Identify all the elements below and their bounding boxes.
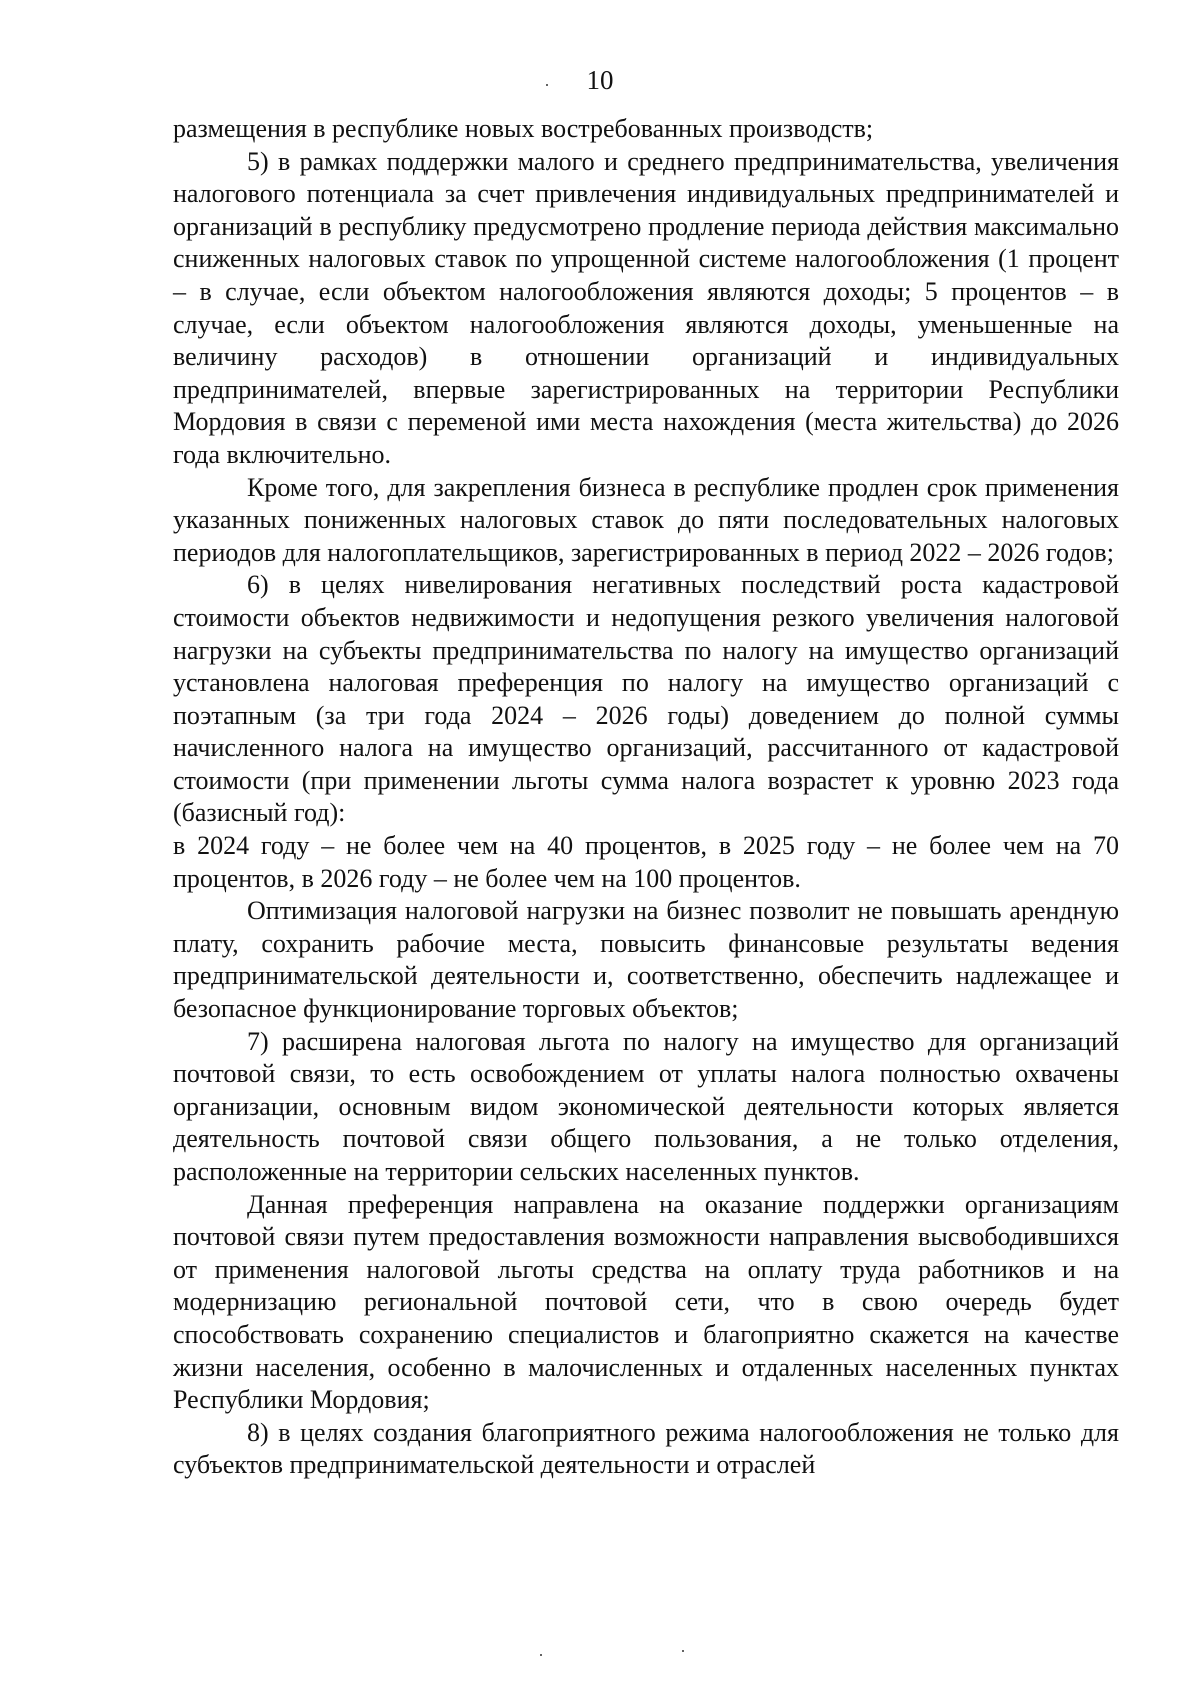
paragraph: Оптимизация налоговой нагрузки на бизнес позволит не повышать арендную плату, сохранить рабочие места, повысить финансовые результаты ведения предпринимательской деятельности и, соответственно, обеспечить надлежащее и безопасное функционирование торговых объектов; [173, 896, 1119, 1024]
scan-speck [546, 84, 548, 86]
scan-speck [540, 1654, 542, 1656]
document-body [173, 113, 1119, 1482]
paragraph: 5) в рамках поддержки малого и среднего предпринимательства, увеличения налогового потенциала за счет привлечения индивидуальных предпринимателей и организаций в республику предусмотрено продление периода действия максимально сниженных налоговых ставок по упрощенной системе налогообложения (1 процент – в случае, если объектом налогообложения являются доходы; 5 процентов – в случае, если объектом налогообложения являются доходы, уменьшенные на величину расходов) в отношении организаций и индивидуальных предпринимателей, впервые зарегистрированных на территории Республики Мордовия в связи с переменой ими места нахождения (места жительства) до 2026 года включительно. [173, 146, 1119, 469]
paragraph: 6) в целях нивелирования негативных последствий роста кадастровой стоимости объектов недвижимости и недопущения резкого увеличения налоговой нагрузки на субъекты предпринимательства по налогу на имущество организаций установлена налоговая преференция по налогу на имущество организаций с поэтапным (за три года 2024 – 2026 годы) доведением до полной суммы начисленного налога на имущество организаций, рассчитанного от кадастровой стоимости (при применении льготы сумма налога возрастет к уровню 2023 года (базисный год): в 2024 году – не более чем на 40 процентов, в 2025 году – не более чем на 70 процентов, в 2026 году – не более чем на 100 процентов. [173, 570, 1119, 893]
paragraph: 7) расширена налоговая льгота по налогу на имущество для организаций почтовой связи, то есть освобождением от уплаты налога полностью охвачены организации, основным видом экономической деятельности которых является деятельность почтовой связи общего пользования, а не только отделения, расположенные на территории сельских населенных пунктов. [173, 1026, 1119, 1186]
paragraph: размещения в республике новых востребованных производств; [173, 114, 874, 143]
paragraph: Кроме того, для закрепления бизнеса в республике продлен срок применения указанных пониженных налоговых ставок до пяти последовательных налоговых периодов для налогоплательщиков, зарегистрированных в период 2022 – 2026 годов; [173, 472, 1119, 567]
scan-speck [682, 1650, 684, 1652]
paragraph: Данная преференция направлена на оказание поддержки организациям почтовой связи путем предоставления возможности направления высвободившихся от применения налоговой льготы средства на оплату труда работников и на модернизацию региональной почтовой сети, что в свою очередь будет способствовать сохранению специалистов и благоприятно скажется на качестве жизни населения, особенно в малочисленных и отдаленных населенных пунктах Республики Мордовия; [173, 1189, 1119, 1415]
paragraph: 8) в целях создания благоприятного режима налогообложения не только для субъектов предпринимательской деятельности и отраслей [173, 1417, 1119, 1480]
page-number: 10 [586, 65, 614, 95]
